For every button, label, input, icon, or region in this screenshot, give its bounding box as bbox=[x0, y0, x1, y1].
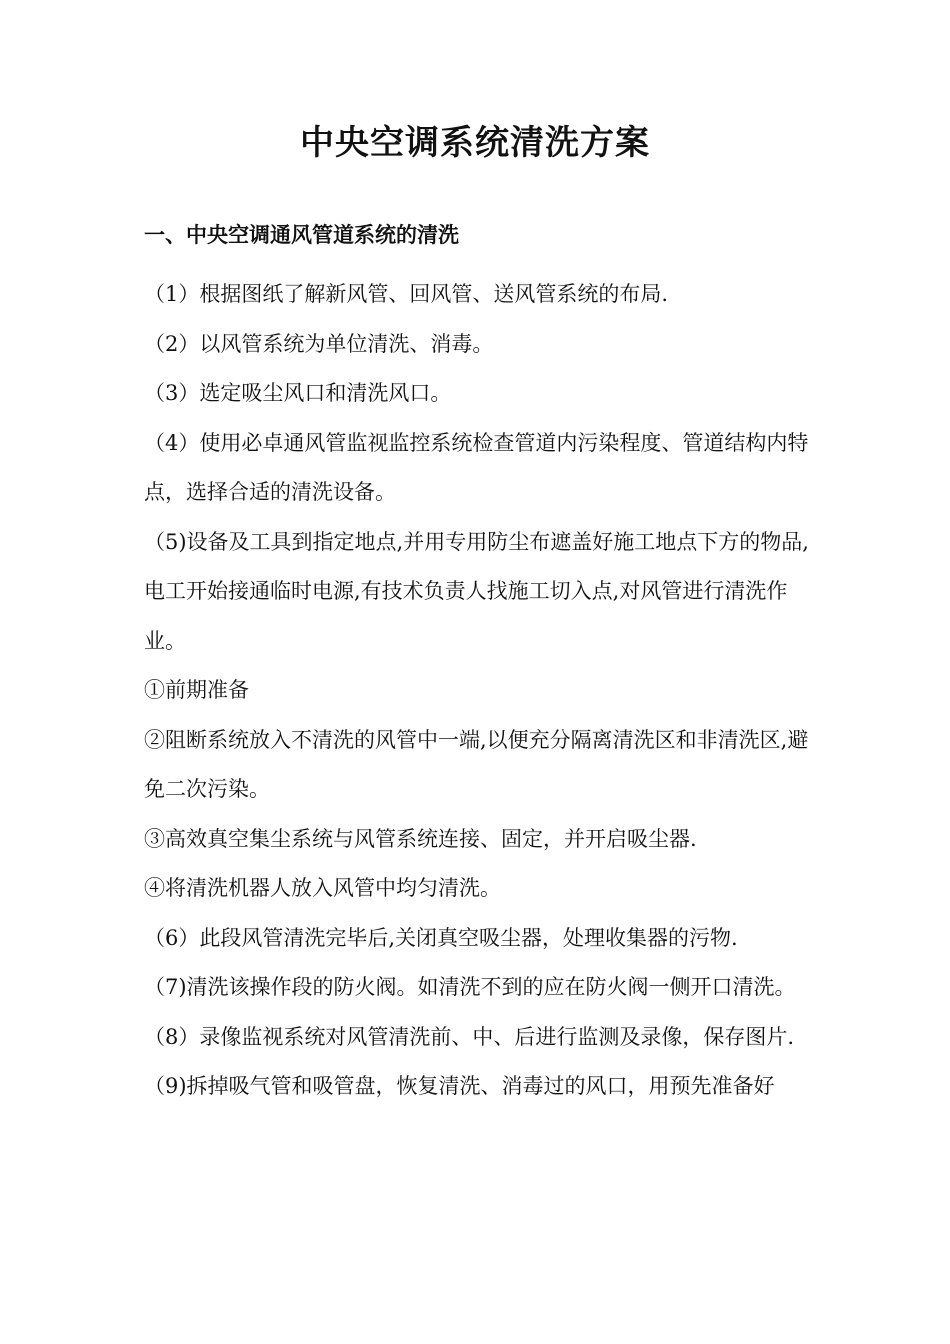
section-heading: 一、中央空调通风管道系统的清洗 bbox=[144, 222, 459, 247]
paragraph-step-7: （7)清洗该操作段的防火阀。如清洗不到的应在防火阀一侧开口清洗。 bbox=[144, 975, 796, 999]
paragraph-step-5: （5)设备及工具到指定地点,并用专用防尘布遮盖好施工地点下方的物品,电工开始接通临时电源,有技术负责人找施工切入点,对风管进行清洗作业。 bbox=[144, 529, 809, 653]
paragraph-substep-3: ③高效真空集尘系统与风管系统连接、固定，并开启吸尘器. bbox=[144, 826, 697, 851]
paragraph-step-4: （4）使用必卓通风管监视监控系统检查管道内污染程度、管道结构内特点，选择合适的清洗设备。 bbox=[144, 430, 809, 504]
paragraph-step-1: （1）根据图纸了解新风管、回风管、送风管系统的布局. bbox=[144, 282, 669, 306]
paragraph-substep-4: ④将清洗机器人放入风管中均匀清洗。 bbox=[144, 876, 501, 900]
paragraph-step-2: （2）以风管系统为单位清洗、消毒。 bbox=[144, 331, 494, 356]
paragraph-step-6: （6）此段风管清洗完毕后,关闭真空吸尘器，处理收集器的污物. bbox=[144, 925, 738, 950]
paragraph-substep-2: ②阻断系统放入不清洗的风管中一端,以便充分隔离清洗区和非清洗区,避免二次污染。 bbox=[144, 727, 809, 801]
paragraph-step-8: （8）录像监视系统对风管清洗前、中、后进行监测及录像，保存图片. bbox=[144, 1024, 795, 1049]
document-body bbox=[144, 270, 819, 1112]
paragraph-substep-1: ①前期准备 bbox=[144, 678, 249, 702]
document-title: 中央空调系统清洗方案 bbox=[300, 123, 650, 163]
paragraph-step-3: （3）选定吸尘风口和清洗风口。 bbox=[144, 381, 452, 405]
paragraph-step-9: （9)拆掉吸气管和吸管盘，恢复清洗、消毒过的风口，用预先准备好 bbox=[144, 1074, 775, 1098]
